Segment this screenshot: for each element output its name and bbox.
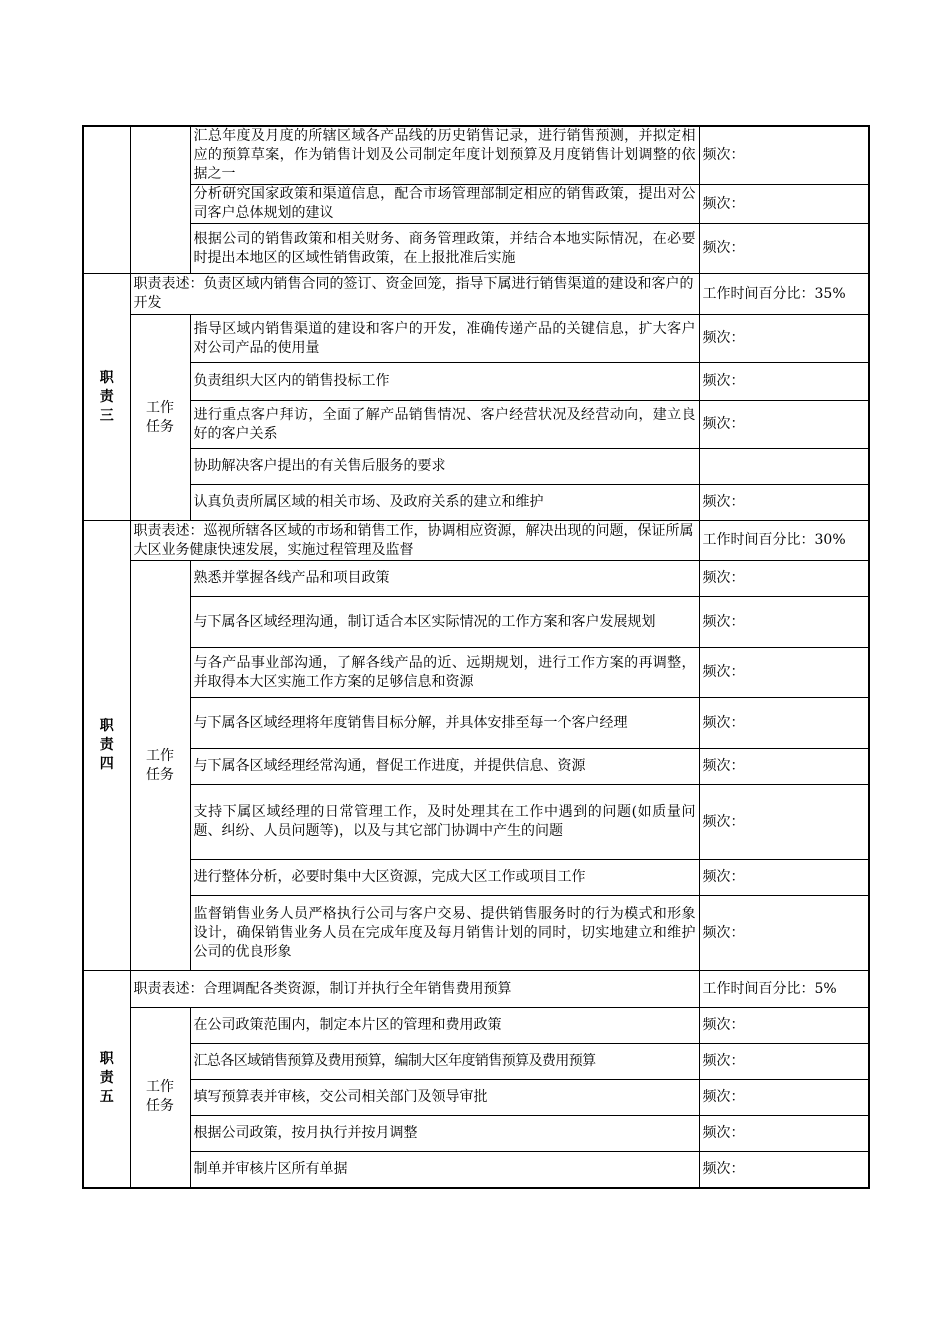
section-title-char: 四 — [99, 756, 114, 772]
task-text: 根据公司政策，按月执行并按月调整 — [190, 1116, 699, 1152]
task-text: 认真负责所属区域的相关市场、及政府关系的建立和维护 — [190, 485, 699, 521]
table-row — [83, 274, 869, 315]
time-percentage: 工作时间百分比：30% — [699, 521, 869, 561]
frequency-field[interactable]: 频次： — [699, 363, 869, 401]
frequency-field[interactable]: 频次： — [699, 485, 869, 521]
table-row — [83, 485, 869, 521]
task-text: 监督销售业务人员严格执行公司与客户交易、提供销售服务时的行为模式和形象设计，确保销售业务人员在完成年度及每月销售计划的同时，切实地建立和维护公司的优良形象 — [190, 896, 699, 971]
task-text: 根据公司的销售政策和相关财务、商务管理政策，并结合本地实际情况，在必要时提出本地区的区域性销售政策，在上报批准后实施 — [190, 224, 699, 274]
cont-sub-cell — [130, 126, 190, 274]
work-task-label — [130, 315, 190, 521]
section-title-char: 责 — [99, 388, 114, 405]
task-text: 分析研究国家政策和渠道信息，配合市场管理部制定相应的销售政策，提出对公司客户总体规划的建议 — [190, 185, 699, 224]
frequency-field[interactable]: 频次： — [699, 860, 869, 896]
frequency-field[interactable]: 频次： — [699, 315, 869, 363]
frequency-field[interactable]: 频次： — [699, 597, 869, 648]
task-text: 制单并审核片区所有单据 — [190, 1152, 699, 1188]
section-title-char: 职 — [99, 369, 114, 386]
work-task-label — [130, 1008, 190, 1188]
task-text: 负责组织大区内的销售投标工作 — [190, 363, 699, 401]
task-text: 支持下属区域经理的日常管理工作，及时处理其在工作中遇到的问题(如质量问题、纠纷、人员问题等)，以及与其它部门协调中产生的问题 — [190, 785, 699, 860]
frequency-field[interactable]: 频次： — [699, 1080, 869, 1116]
task-text: 与下属各区域经理将年度销售目标分解，并具体安排至每一个客户经理 — [190, 698, 699, 749]
table-row — [83, 126, 869, 185]
frequency-field[interactable]: 频次： — [699, 1116, 869, 1152]
table-row — [83, 185, 869, 224]
table-row — [83, 896, 869, 971]
table-row — [83, 648, 869, 698]
work-task-label-line: 任务 — [146, 418, 174, 435]
frequency-field[interactable] — [699, 449, 869, 485]
cont-section-cell — [83, 126, 130, 274]
task-text: 填写预算表并审核，交公司相关部门及领导审批 — [190, 1080, 699, 1116]
work-task-label-line: 任务 — [146, 1098, 174, 1115]
frequency-field[interactable]: 频次： — [699, 1044, 869, 1080]
task-text: 协助解决客户提出的有关售后服务的要求 — [190, 449, 699, 485]
table-row — [83, 224, 869, 274]
table-row — [83, 1044, 869, 1080]
time-percentage: 工作时间百分比：5% — [699, 971, 869, 1008]
task-text: 在公司政策范围内，制定本片区的管理和费用政策 — [190, 1008, 699, 1044]
task-text: 与下属各区域经理经常沟通，督促工作进度，并提供信息、资源 — [190, 749, 699, 785]
table-row — [83, 597, 869, 648]
frequency-field[interactable]: 频次： — [699, 126, 869, 185]
frequency-field[interactable]: 频次： — [699, 785, 869, 860]
table-row — [83, 1008, 869, 1044]
work-task-label — [130, 561, 190, 971]
table-row — [83, 1152, 869, 1188]
frequency-field[interactable]: 频次： — [699, 1152, 869, 1188]
work-task-label-line: 工作 — [146, 747, 174, 764]
duty-description: 职责表述：负责区域内销售合同的签订、资金回笼，指导下属进行销售渠道的建设和客户的开发 — [130, 274, 699, 315]
table-row — [83, 785, 869, 860]
frequency-field[interactable]: 频次： — [699, 224, 869, 274]
frequency-field[interactable]: 频次： — [699, 648, 869, 698]
table-row — [83, 561, 869, 597]
table-row — [83, 401, 869, 449]
duty-table — [82, 125, 870, 1189]
task-text: 与各产品事业部沟通，了解各线产品的近、远期规划，进行工作方案的再调整，并取得本大区实施工作方案的足够信息和资源 — [190, 648, 699, 698]
section-title-5 — [83, 971, 130, 1188]
task-text: 与下属各区域经理沟通，制订适合本区实际情况的工作方案和客户发展规划 — [190, 597, 699, 648]
task-text: 进行重点客户拜访，全面了解产品销售情况、客户经营状况及经营动向，建立良好的客户关系 — [190, 401, 699, 449]
section-title-char: 五 — [99, 1089, 114, 1106]
task-text: 指导区域内销售渠道的建设和客户的开发，准确传递产品的关键信息，扩大客户对公司产品的使用量 — [190, 315, 699, 363]
work-task-label-line: 工作 — [146, 1079, 174, 1096]
table-row — [83, 315, 869, 363]
frequency-field[interactable]: 频次： — [699, 561, 869, 597]
table-row — [83, 1116, 869, 1152]
task-text: 汇总年度及月度的所辖区域各产品线的历史销售记录，进行销售预测，并拟定相应的预算草案，作为销售计划及公司制定年度计划预算及月度销售计划调整的依据之一 — [190, 126, 699, 185]
table-row — [83, 749, 869, 785]
table-row — [83, 860, 869, 896]
frequency-field[interactable]: 频次： — [699, 896, 869, 971]
table-row — [83, 521, 869, 561]
frequency-field[interactable]: 频次： — [699, 749, 869, 785]
table-row — [83, 449, 869, 485]
table-row — [83, 698, 869, 749]
duty-description: 职责表述：巡视所辖各区域的市场和销售工作，协调相应资源，解决出现的问题，保证所属大区业务健康快速发展，实施过程管理及监督 — [130, 521, 699, 561]
time-percentage: 工作时间百分比：35% — [699, 274, 869, 315]
section-title-char: 责 — [99, 1070, 114, 1087]
section-title-char: 责 — [99, 737, 114, 753]
task-text: 汇总各区域销售预算及费用预算，编制大区年度销售预算及费用预算 — [190, 1044, 699, 1080]
frequency-field[interactable]: 频次： — [699, 185, 869, 224]
section-title-3 — [83, 274, 130, 521]
section-title-char: 三 — [99, 407, 114, 424]
task-text: 熟悉并掌握各线产品和项目政策 — [190, 561, 699, 597]
frequency-field[interactable]: 频次： — [699, 698, 869, 749]
table-row — [83, 363, 869, 401]
duty-description: 职责表述：合理调配各类资源，制订并执行全年销售费用预算 — [130, 971, 699, 1008]
section-title-char: 职 — [99, 1051, 114, 1068]
table-row — [83, 1080, 869, 1116]
frequency-field[interactable]: 频次： — [699, 401, 869, 449]
frequency-field[interactable]: 频次： — [699, 1008, 869, 1044]
work-task-label-line: 工作 — [146, 399, 174, 416]
table-row — [83, 971, 869, 1008]
section-title-char: 职 — [99, 718, 114, 734]
work-task-label-line: 任务 — [146, 766, 174, 783]
task-text: 进行整体分析，必要时集中大区资源，完成大区工作或项目工作 — [190, 860, 699, 896]
section-title-4 — [83, 521, 130, 971]
